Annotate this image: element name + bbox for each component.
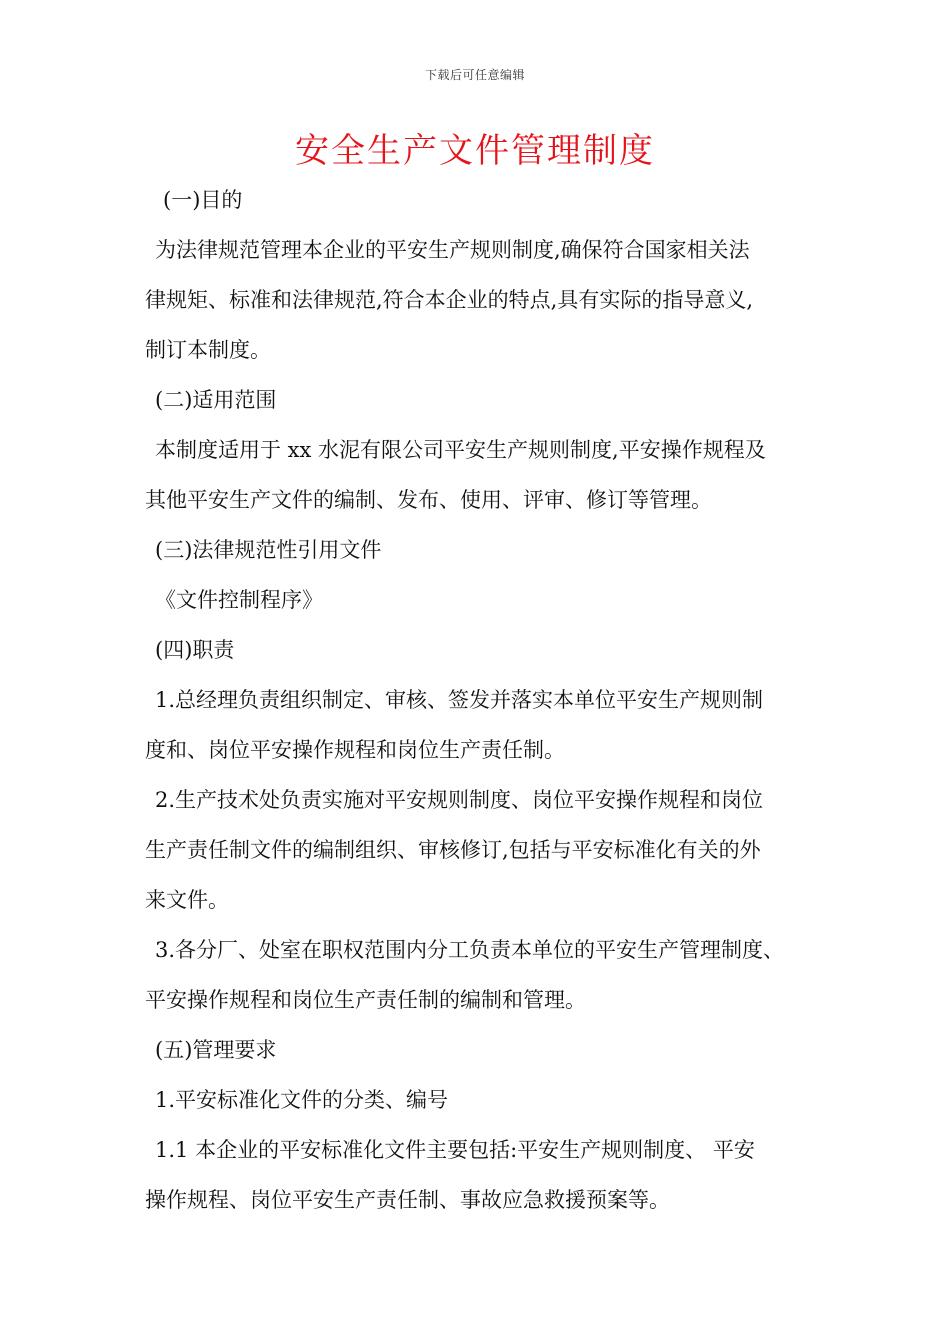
paragraph-line: 操作规程、岗位平安生产责任制、事故应急救援预案等。: [145, 1188, 670, 1212]
paragraph-line: (一)目的: [163, 188, 243, 212]
paragraph-line: 生产责任制文件的编制组织、审核修订,包括与平安标准化有关的外: [145, 838, 761, 862]
paragraph-line: 制订本制度。: [145, 338, 271, 362]
paragraph-line: 其他平安生产文件的编制、发布、使用、评审、修订等管理。: [145, 488, 712, 512]
document-title: 安全生产文件管理制度: [295, 131, 655, 171]
paragraph-line: 1.1 本企业的平安标准化文件主要包括:平安生产规则制度、 平安: [155, 1138, 755, 1162]
paragraph-line: 本制度适用于 xx 水泥有限公司平安生产规则制度,平安操作规程及: [155, 438, 766, 462]
paragraph-line: (三)法律规范性引用文件: [155, 538, 382, 562]
header-note: 下载后可任意编辑: [424, 68, 525, 82]
document-body: [145, 175, 825, 1225]
paragraph-line: 1.平安标准化文件的分类、编号: [155, 1088, 449, 1112]
paragraph-line: 2.生产技术处负责实施对平安规则制度、岗位平安操作规程和岗位: [155, 788, 764, 812]
paragraph-line: 平安操作规程和岗位生产责任制的编制和管理。: [145, 988, 586, 1012]
paragraph-line: 律规矩、标准和法律规范,符合本企业的特点,具有实际的指导意义,: [145, 288, 754, 312]
paragraph-line: 《文件控制程序》: [155, 588, 323, 612]
paragraph-line: 来文件。: [145, 888, 229, 912]
paragraph-line: (四)职责: [155, 638, 235, 662]
paragraph-line: 为法律规范管理本企业的平安生产规则制度,确保符合国家相关法: [155, 238, 750, 262]
paragraph-line: 度和、岗位平安操作规程和岗位生产责任制。: [145, 738, 565, 762]
paragraph-line: (二)适用范围: [155, 388, 277, 412]
paragraph-line: 3.各分厂、处室在职权范围内分工负责本单位的平安生产管理制度、: [155, 938, 785, 962]
paragraph-line: (五)管理要求: [155, 1038, 277, 1062]
paragraph-line: 1.总经理负责组织制定、审核、签发并落实本单位平安生产规则制: [155, 688, 764, 712]
